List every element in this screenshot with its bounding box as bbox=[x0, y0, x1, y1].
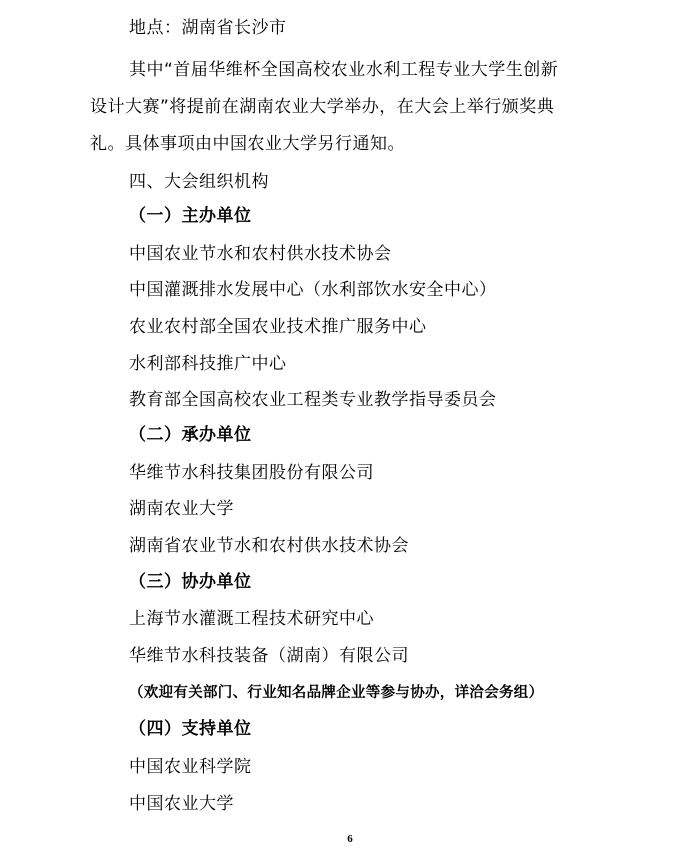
supporters-heading: （四）支持单位 bbox=[129, 719, 252, 739]
location-line: 地点：湖南省长沙市 bbox=[129, 18, 287, 38]
host-item: 中国灌溉排水发展中心（水利部饮水安全中心） bbox=[129, 280, 497, 300]
host-item: 水利部科技推广中心 bbox=[129, 354, 287, 374]
co-organizer-item: 上海节水灌溉工程技术研究中心 bbox=[129, 609, 374, 629]
host-item: 教育部全国高校农业工程类专业教学指导委员会 bbox=[129, 390, 497, 410]
section-heading: 四、大会组织机构 bbox=[129, 172, 269, 192]
supporter-item: 中国农业大学 bbox=[129, 794, 234, 814]
paragraph-line-3: 礼。具体事项由中国农业大学另行通知。 bbox=[90, 134, 405, 154]
organizer-item: 湖南农业大学 bbox=[129, 499, 234, 519]
co-organizers-heading: （三）协办单位 bbox=[129, 572, 252, 592]
co-organizers-note: （欢迎有关部门、行业知名品牌企业等参与协办，详洽会务组） bbox=[129, 685, 544, 701]
host-item: 中国农业节水和农村供水技术协会 bbox=[129, 244, 392, 264]
paragraph-line-1: 其中“首届华维杯全国高校农业水利工程专业大学生创新 bbox=[129, 60, 559, 80]
paragraph-line-2: 设计大赛”将提前在湖南农业大学举办，在大会上举行颁奖典 bbox=[90, 97, 555, 117]
organizers-heading: （二）承办单位 bbox=[129, 425, 252, 445]
supporter-item: 中国农业科学院 bbox=[129, 757, 252, 777]
organizer-item: 湖南省农业节水和农村供水技术协会 bbox=[129, 536, 409, 556]
host-item: 农业农村部全国农业技术推广服务中心 bbox=[129, 317, 427, 337]
co-organizer-item: 华维节水科技装备（湖南）有限公司 bbox=[129, 646, 409, 666]
hosts-heading: （一）主办单位 bbox=[129, 206, 252, 226]
organizer-item: 华维节水科技集团股份有限公司 bbox=[129, 463, 374, 483]
page-number: 6 bbox=[347, 833, 353, 845]
